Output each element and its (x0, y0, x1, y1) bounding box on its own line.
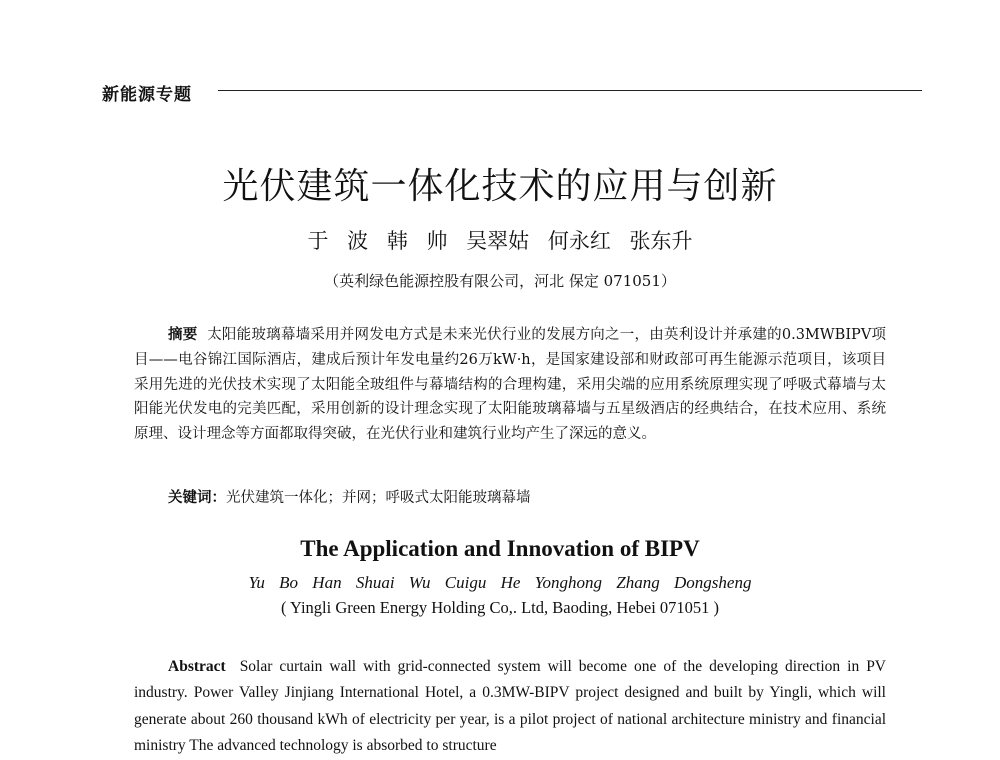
keywords-label: 关键词： (168, 490, 226, 506)
affiliation-english: ( Yingli Green Energy Holding Co,. Ltd, Baoding, Hebei 071051 ) (280, 598, 720, 617)
keywords-chinese (168, 486, 531, 507)
abstract-english-label: Abstract (168, 658, 226, 675)
affiliation-chinese: （英利绿色能源控股有限公司，河北 保定 071051） (324, 272, 676, 290)
abstract-english-text: Solar curtain wall with grid-connected system will become one of the developing direction in PV industry. Power Valley Jinjiang International Hotel, a 0.3MW-BIPV project designed and built by Yingli, which will generate about 260 thousand kWh of electricity per year, is a pilot project of national architecture ministry and financial ministry The advanced technology is absorbed to structure (134, 658, 887, 754)
header-rule (218, 90, 922, 91)
section-label: 新能源专题 (102, 85, 192, 105)
title-english: The Application and Innovation of BIPV (300, 536, 700, 561)
abstract-chinese-text: 太阳能玻璃幕墙采用并网发电方式是未来光伏行业的发展方向之一，由英利设计并承建的0.3MWBIPV项目——电谷锦江国际酒店，建成后预计年发电量约26万kW·h，是国家建设部和财政部可再生能源示范项目，该项目采用先进的光伏技术实现了太阳能全玻组件与幕墙结构的合理构建，采用尖端的应用系统原理实现了呼吸式幕墙与太阳能光伏发电的完美匹配，采用创新的设计理念实现了太阳能玻璃幕墙与五星级酒店的经典结合，在技术应用、系统原理、设计理念等方面都取得突破，在光伏行业和建筑行业均产生了深远的意义。 (134, 327, 887, 443)
section-header (102, 80, 922, 105)
abstract-english (134, 654, 886, 759)
abstract-chinese-label: 摘要 (168, 327, 198, 343)
title-chinese: 光伏建筑一体化技术的应用与创新 (222, 166, 778, 207)
keywords-text: 光伏建筑一体化；并网；呼吸式太阳能玻璃幕墙 (226, 490, 531, 506)
abstract-chinese (134, 323, 886, 447)
authors-chinese: 于 波 韩 帅 吴翠姑 何永红 张东升 (307, 229, 693, 253)
authors-english: Yu Bo Han Shuai Wu Cuigu He Yonghong Zhang Dongsheng (248, 573, 752, 592)
